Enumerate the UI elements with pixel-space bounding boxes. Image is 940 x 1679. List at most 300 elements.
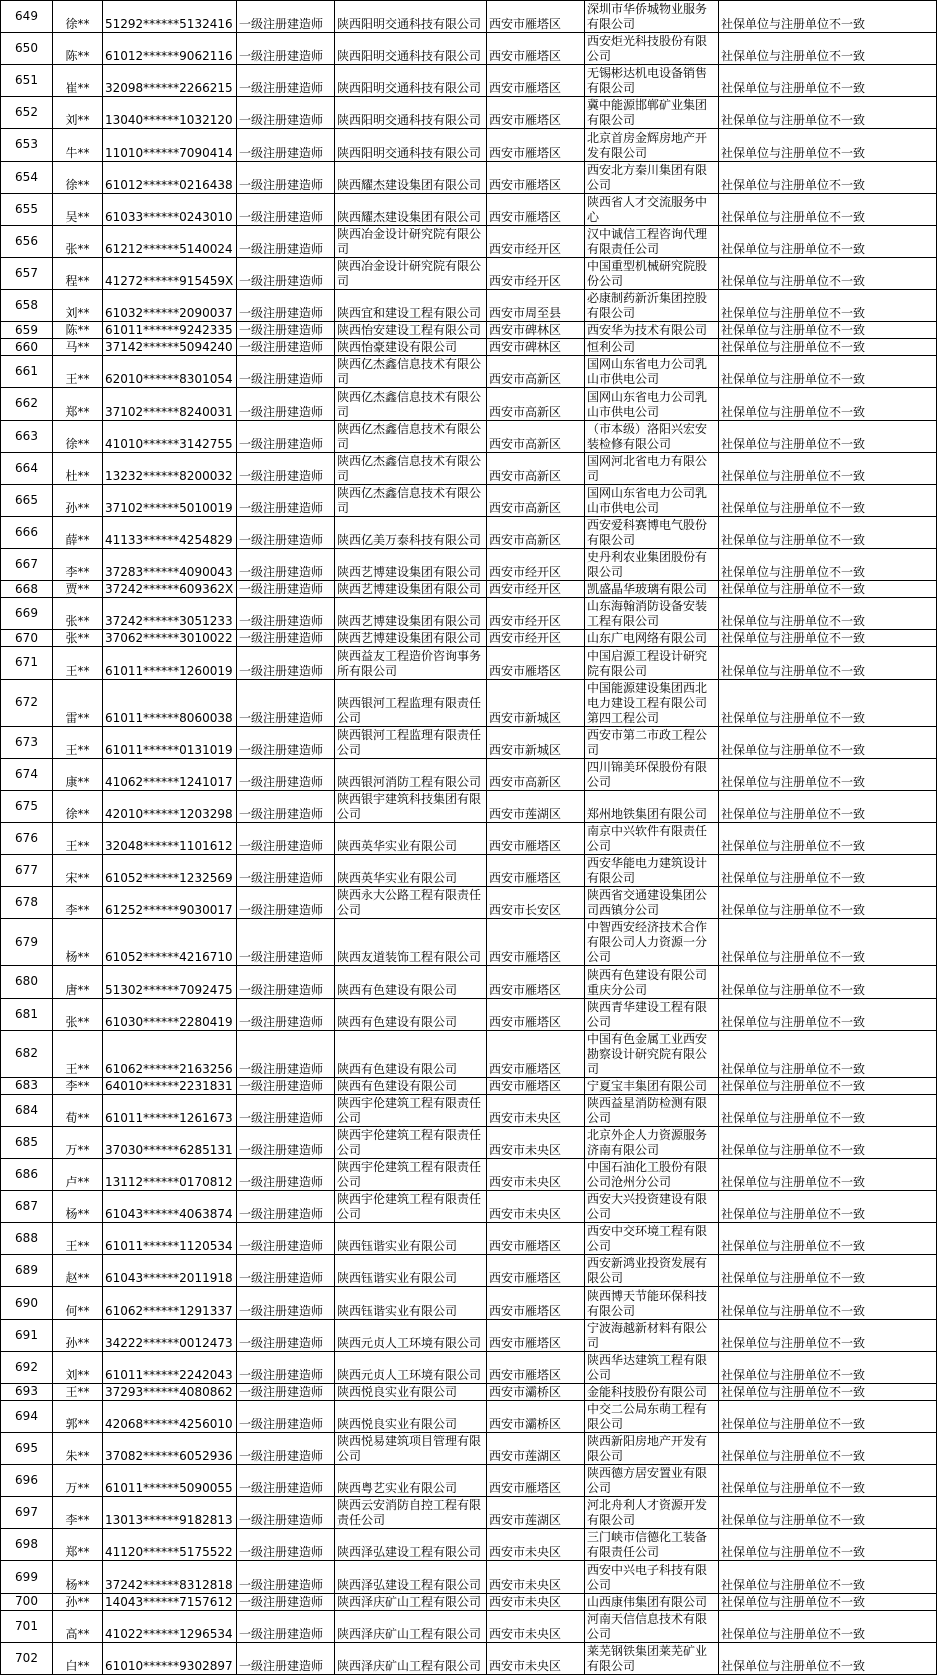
id-number: 61011******5090055	[103, 1465, 237, 1497]
row-number: 679	[1, 919, 53, 966]
table-row	[1, 887, 937, 919]
inconsistency-reason: 社保单位与注册单位不一致	[719, 1433, 937, 1465]
district: 西安市雁塔区	[487, 161, 585, 193]
certificate-type: 一级注册建造师	[237, 97, 335, 129]
table-row	[1, 1642, 937, 1674]
social-insurance-company: 陕西新阳房地产开发有限公司	[585, 1433, 719, 1465]
row-number: 667	[1, 548, 53, 580]
social-insurance-company: 中交二公局东萌工程有限公司	[585, 1400, 719, 1432]
table-row	[1, 679, 937, 726]
inconsistency-reason: 社保单位与注册单位不一致	[719, 161, 937, 193]
certificate-type: 一级注册建造师	[237, 1, 335, 33]
inconsistency-reason: 社保单位与注册单位不一致	[719, 1351, 937, 1383]
id-number: 37030******6285131	[103, 1126, 237, 1158]
registered-company: 陕西宇伦建筑工程有限责任公司	[335, 1191, 487, 1223]
person-name: 何**	[53, 1287, 103, 1319]
id-number: 62010******8301054	[103, 356, 237, 388]
certificate-type: 一级注册建造师	[237, 1561, 335, 1593]
row-number: 664	[1, 452, 53, 484]
person-name: 崔**	[53, 65, 103, 97]
inconsistency-reason: 社保单位与注册单位不一致	[719, 1126, 937, 1158]
registered-company: 陕西宇伦建筑工程有限责任公司	[335, 1159, 487, 1191]
inconsistency-reason: 社保单位与注册单位不一致	[719, 822, 937, 854]
table-row	[1, 1223, 937, 1255]
table-row	[1, 516, 937, 548]
certificate-type: 一级注册建造师	[237, 1223, 335, 1255]
certificate-type: 一级注册建造师	[237, 1497, 335, 1529]
inconsistency-reason: 社保单位与注册单位不一致	[719, 484, 937, 516]
registered-company: 陕西阳明交通科技有限公司	[335, 1, 487, 33]
inconsistency-reason: 社保单位与注册单位不一致	[719, 1287, 937, 1319]
certificate-type: 一级注册建造师	[237, 966, 335, 998]
row-number: 690	[1, 1287, 53, 1319]
social-insurance-company: 中智西安经济技术合作有限公司人力资源一分公司	[585, 919, 719, 966]
registered-company: 陕西泽庆矿山工程有限公司	[335, 1593, 487, 1610]
row-number: 668	[1, 581, 53, 598]
social-insurance-company: 西安华为技术有限公司	[585, 322, 719, 339]
table-row	[1, 919, 937, 966]
certificate-type: 一级注册建造师	[237, 193, 335, 225]
person-name: 李**	[53, 887, 103, 919]
certificate-type: 一级注册建造师	[237, 388, 335, 420]
id-number: 37102******8240031	[103, 388, 237, 420]
certificate-type: 一级注册建造师	[237, 1030, 335, 1077]
certificate-type: 一级注册建造师	[237, 1191, 335, 1223]
table-row	[1, 225, 937, 257]
row-number: 672	[1, 679, 53, 726]
registered-company: 陕西元贞人工环境有限公司	[335, 1351, 487, 1383]
table-row	[1, 726, 937, 758]
person-name: 王**	[53, 1223, 103, 1255]
certificate-type: 一级注册建造师	[237, 1610, 335, 1642]
id-number: 13232******8200032	[103, 452, 237, 484]
inconsistency-reason: 社保单位与注册单位不一致	[719, 1610, 937, 1642]
registered-company: 陕西冶金设计研究院有限公司	[335, 257, 487, 289]
district: 西安市灞桥区	[487, 1400, 585, 1432]
district: 西安市雁塔区	[487, 855, 585, 887]
person-name: 陈**	[53, 33, 103, 65]
row-number: 686	[1, 1159, 53, 1191]
id-number: 61011******1261673	[103, 1094, 237, 1126]
registered-company: 陕西亿美万泰科技有限公司	[335, 516, 487, 548]
social-insurance-company: 无锡彬达机电设备销售有限公司	[585, 65, 719, 97]
row-number: 699	[1, 1561, 53, 1593]
district: 西安市经开区	[487, 630, 585, 647]
district: 西安市莲湖区	[487, 1433, 585, 1465]
certificate-type: 一级注册建造师	[237, 598, 335, 630]
registered-company: 陕西元贞人工环境有限公司	[335, 1319, 487, 1351]
person-name: 刘**	[53, 289, 103, 321]
registered-company: 陕西银河工程监理有限责任公司	[335, 679, 487, 726]
id-number: 61062******1291337	[103, 1287, 237, 1319]
district: 西安市高新区	[487, 388, 585, 420]
certificate-type: 一级注册建造师	[237, 758, 335, 790]
district: 西安市雁塔区	[487, 1319, 585, 1351]
row-number: 687	[1, 1191, 53, 1223]
registered-company: 陕西耀杰建设集团有限公司	[335, 193, 487, 225]
district: 西安市雁塔区	[487, 129, 585, 161]
inconsistency-reason: 社保单位与注册单位不一致	[719, 257, 937, 289]
id-number: 11010******7090414	[103, 129, 237, 161]
social-insurance-company: 恒利公司	[585, 339, 719, 356]
row-number: 671	[1, 647, 53, 679]
district: 西安市未央区	[487, 1561, 585, 1593]
row-number: 677	[1, 855, 53, 887]
table-row	[1, 420, 937, 452]
district: 西安市莲湖区	[487, 790, 585, 822]
row-number: 656	[1, 225, 53, 257]
person-name: 郑**	[53, 1529, 103, 1561]
id-number: 32048******1101612	[103, 822, 237, 854]
inconsistency-reason: 社保单位与注册单位不一致	[719, 33, 937, 65]
registered-company: 陕西银宇建筑科技集团有限公司	[335, 790, 487, 822]
id-number: 13013******9182813	[103, 1497, 237, 1529]
certificate-type: 一级注册建造师	[237, 1077, 335, 1094]
row-number: 685	[1, 1126, 53, 1158]
table-row	[1, 161, 937, 193]
registered-company: 陕西艺博建设集团有限公司	[335, 581, 487, 598]
registered-company: 陕西阳明交通科技有限公司	[335, 97, 487, 129]
person-name: 荀**	[53, 1094, 103, 1126]
district: 西安市雁塔区	[487, 97, 585, 129]
row-number: 698	[1, 1529, 53, 1561]
id-number: 37102******5010019	[103, 484, 237, 516]
district: 西安市雁塔区	[487, 193, 585, 225]
person-name: 张**	[53, 598, 103, 630]
person-name: 卢**	[53, 1159, 103, 1191]
id-number: 51292******5132416	[103, 1, 237, 33]
district: 西安市长安区	[487, 887, 585, 919]
certificate-type: 一级注册建造师	[237, 548, 335, 580]
person-name: 康**	[53, 758, 103, 790]
social-insurance-company: 河南天信信息技术有限公司	[585, 1610, 719, 1642]
social-insurance-company: 陕西青华建设工程有限公司	[585, 998, 719, 1030]
social-insurance-company: 四川锦美环保股份有限公司	[585, 758, 719, 790]
id-number: 61212******5140024	[103, 225, 237, 257]
registered-company: 陕西悦良实业有限公司	[335, 1383, 487, 1400]
social-insurance-company: 西安市第二市政工程公司	[585, 726, 719, 758]
certificate-type: 一级注册建造师	[237, 919, 335, 966]
inconsistency-reason: 社保单位与注册单位不一致	[719, 726, 937, 758]
district: 西安市高新区	[487, 484, 585, 516]
table-row	[1, 65, 937, 97]
district: 西安市雁塔区	[487, 1223, 585, 1255]
inconsistency-reason: 社保单位与注册单位不一致	[719, 193, 937, 225]
id-number: 37062******3010022	[103, 630, 237, 647]
social-insurance-company: 中国重型机械研究院股份公司	[585, 257, 719, 289]
registered-company: 陕西永大公路工程有限责任公司	[335, 887, 487, 919]
district: 西安市高新区	[487, 420, 585, 452]
person-name: 薛**	[53, 516, 103, 548]
certificate-type: 一级注册建造师	[237, 1529, 335, 1561]
id-number: 61030******2280419	[103, 998, 237, 1030]
id-number: 41062******1241017	[103, 758, 237, 790]
registered-company: 陕西悦易建筑项目管理有限公司	[335, 1433, 487, 1465]
person-name: 张**	[53, 225, 103, 257]
social-insurance-company: 史丹利农业集团股份有限公司	[585, 548, 719, 580]
inconsistency-reason: 社保单位与注册单位不一致	[719, 97, 937, 129]
id-number: 41022******1296534	[103, 1610, 237, 1642]
inconsistency-reason: 社保单位与注册单位不一致	[719, 647, 937, 679]
certificate-type: 一级注册建造师	[237, 129, 335, 161]
row-number: 653	[1, 129, 53, 161]
social-insurance-company: （市本级）洛阳兴宏安装检修有限公司	[585, 420, 719, 452]
registered-company: 陕西宇伦建筑工程有限责任公司	[335, 1094, 487, 1126]
district: 西安市经开区	[487, 225, 585, 257]
person-name: 吴**	[53, 193, 103, 225]
row-number: 692	[1, 1351, 53, 1383]
inconsistency-reason: 社保单位与注册单位不一致	[719, 855, 937, 887]
table-row	[1, 1400, 937, 1432]
inconsistency-reason: 社保单位与注册单位不一致	[719, 790, 937, 822]
certificate-type: 一级注册建造师	[237, 1159, 335, 1191]
table-row	[1, 33, 937, 65]
person-name: 刘**	[53, 1351, 103, 1383]
inconsistency-reason: 社保单位与注册单位不一致	[719, 65, 937, 97]
registered-company: 陕西亿杰鑫信息技术有限公司	[335, 484, 487, 516]
row-number: 701	[1, 1610, 53, 1642]
id-number: 61011******1260019	[103, 647, 237, 679]
table-row	[1, 758, 937, 790]
id-number: 41010******3142755	[103, 420, 237, 452]
row-number: 680	[1, 966, 53, 998]
district: 西安市碑林区	[487, 339, 585, 356]
certificate-type: 一级注册建造师	[237, 484, 335, 516]
table-row	[1, 1, 937, 33]
table-row	[1, 1126, 937, 1158]
table-row	[1, 822, 937, 854]
person-name: 王**	[53, 1030, 103, 1077]
social-insurance-company: 汉中诚信工程咨询代理有限责任公司	[585, 225, 719, 257]
social-insurance-company: 陕西省人才交流服务中心	[585, 193, 719, 225]
district: 西安市雁塔区	[487, 919, 585, 966]
id-number: 37242******8312818	[103, 1561, 237, 1593]
inconsistency-reason: 社保单位与注册单位不一致	[719, 1383, 937, 1400]
row-number: 675	[1, 790, 53, 822]
social-insurance-company: 必康制药新沂集团控股有限公司	[585, 289, 719, 321]
table-row	[1, 998, 937, 1030]
district: 西安市经开区	[487, 598, 585, 630]
district: 西安市未央区	[487, 1610, 585, 1642]
table-row	[1, 193, 937, 225]
id-number: 37082******6052936	[103, 1433, 237, 1465]
row-number: 694	[1, 1400, 53, 1432]
certificate-type: 一级注册建造师	[237, 1287, 335, 1319]
certificate-type: 一级注册建造师	[237, 257, 335, 289]
table-row	[1, 97, 937, 129]
inconsistency-reason: 社保单位与注册单位不一致	[719, 887, 937, 919]
person-name: 马**	[53, 339, 103, 356]
social-insurance-company: 陕西省交通建设集团公司西镇分公司	[585, 887, 719, 919]
social-insurance-company: 北京首房金辉房地产开发有限公司	[585, 129, 719, 161]
inconsistency-reason: 社保单位与注册单位不一致	[719, 581, 937, 598]
district: 西安市经开区	[487, 581, 585, 598]
social-insurance-company: 中国启源工程设计研究院有限公司	[585, 647, 719, 679]
social-insurance-company: 陕西华达建筑工程有限公司	[585, 1351, 719, 1383]
person-name: 程**	[53, 257, 103, 289]
district: 西安市雁塔区	[487, 1255, 585, 1287]
row-number: 651	[1, 65, 53, 97]
person-name: 雷**	[53, 679, 103, 726]
registered-company: 陕西有色建设有限公司	[335, 1030, 487, 1077]
table-row	[1, 1610, 937, 1642]
social-insurance-company: 西安北方秦川集团有限公司	[585, 161, 719, 193]
row-number: 700	[1, 1593, 53, 1610]
inconsistency-reason: 社保单位与注册单位不一致	[719, 598, 937, 630]
row-number: 650	[1, 33, 53, 65]
registered-company: 陕西泽庆矿山工程有限公司	[335, 1642, 487, 1674]
person-name: 李**	[53, 1077, 103, 1094]
registered-company: 陕西艺博建设集团有限公司	[335, 548, 487, 580]
inconsistency-reason: 社保单位与注册单位不一致	[719, 548, 937, 580]
social-insurance-company: 国网山东省电力公司乳山市供电公司	[585, 388, 719, 420]
id-number: 64010******2231831	[103, 1077, 237, 1094]
registered-company: 陕西阳明交通科技有限公司	[335, 129, 487, 161]
district: 西安市雁塔区	[487, 33, 585, 65]
row-number: 684	[1, 1094, 53, 1126]
registered-company: 陕西宇伦建筑工程有限责任公司	[335, 1126, 487, 1158]
registered-company: 陕西钰谐实业有限公司	[335, 1287, 487, 1319]
table-row	[1, 598, 937, 630]
inconsistency-reason: 社保单位与注册单位不一致	[719, 1561, 937, 1593]
person-name: 李**	[53, 548, 103, 580]
certificate-type: 一级注册建造师	[237, 322, 335, 339]
person-name: 王**	[53, 647, 103, 679]
table-row	[1, 548, 937, 580]
inconsistency-reason: 社保单位与注册单位不一致	[719, 1159, 937, 1191]
registered-company: 陕西银河消防工程有限公司	[335, 758, 487, 790]
id-number: 37142******5094240	[103, 339, 237, 356]
person-name: 陈**	[53, 322, 103, 339]
district: 西安市雁塔区	[487, 998, 585, 1030]
id-number: 61062******2163256	[103, 1030, 237, 1077]
id-number: 41272******915459X	[103, 257, 237, 289]
id-number: 61012******0216438	[103, 161, 237, 193]
social-insurance-company: 陕西有色建设有限公司重庆分公司	[585, 966, 719, 998]
district: 西安市未央区	[487, 1159, 585, 1191]
inconsistency-reason: 社保单位与注册单位不一致	[719, 1094, 937, 1126]
district: 西安市新城区	[487, 726, 585, 758]
district: 西安市未央区	[487, 1642, 585, 1674]
inconsistency-reason: 社保单位与注册单位不一致	[719, 966, 937, 998]
social-insurance-company: 陕西益星消防检测有限公司	[585, 1094, 719, 1126]
row-number: 666	[1, 516, 53, 548]
table-row	[1, 855, 937, 887]
registered-company: 陕西耀杰建设集团有限公司	[335, 161, 487, 193]
social-insurance-company: 金能科技股份有限公司	[585, 1383, 719, 1400]
registered-company: 陕西英华实业有限公司	[335, 822, 487, 854]
person-name: 徐**	[53, 161, 103, 193]
row-number: 673	[1, 726, 53, 758]
table-row	[1, 1529, 937, 1561]
inconsistency-reason: 社保单位与注册单位不一致	[719, 1497, 937, 1529]
social-insurance-company: 西安炬光科技股份有限公司	[585, 33, 719, 65]
inconsistency-reason: 社保单位与注册单位不一致	[719, 679, 937, 726]
table-row	[1, 388, 937, 420]
person-name: 万**	[53, 1465, 103, 1497]
row-number: 657	[1, 257, 53, 289]
person-name: 徐**	[53, 420, 103, 452]
district: 西安市未央区	[487, 1094, 585, 1126]
social-insurance-company: 三门峡市信德化工装备有限责任公司	[585, 1529, 719, 1561]
certificate-type: 一级注册建造师	[237, 1255, 335, 1287]
social-insurance-company: 南京中兴软件有限责任公司	[585, 822, 719, 854]
row-number: 697	[1, 1497, 53, 1529]
social-insurance-company: 西安大兴投资建设有限公司	[585, 1191, 719, 1223]
id-number: 61012******9062116	[103, 33, 237, 65]
person-name: 赵**	[53, 1255, 103, 1287]
social-insurance-company: 西安中交环境工程有限公司	[585, 1223, 719, 1255]
registered-company: 陕西有色建设有限公司	[335, 966, 487, 998]
district: 西安市未央区	[487, 1126, 585, 1158]
row-number: 662	[1, 388, 53, 420]
inconsistency-reason: 社保单位与注册单位不一致	[719, 339, 937, 356]
person-name: 徐**	[53, 1, 103, 33]
row-number: 688	[1, 1223, 53, 1255]
district: 西安市未央区	[487, 1593, 585, 1610]
district: 西安市莲湖区	[487, 1497, 585, 1529]
person-name: 徐**	[53, 790, 103, 822]
id-number: 37293******4080862	[103, 1383, 237, 1400]
table-row	[1, 966, 937, 998]
inconsistency-reason: 社保单位与注册单位不一致	[719, 919, 937, 966]
social-insurance-company: 中国有色金属工业西安勘察设计研究院有限公司	[585, 1030, 719, 1077]
registered-company: 陕西益友工程造价咨询事务所有限公司	[335, 647, 487, 679]
certificate-type: 一级注册建造师	[237, 647, 335, 679]
id-number: 14043******7157612	[103, 1593, 237, 1610]
person-name: 张**	[53, 630, 103, 647]
inconsistency-reason: 社保单位与注册单位不一致	[719, 129, 937, 161]
district: 西安市雁塔区	[487, 1465, 585, 1497]
certificate-type: 一级注册建造师	[237, 225, 335, 257]
social-insurance-company: 河北舟利人才资源开发有限公司	[585, 1497, 719, 1529]
district: 西安市新城区	[487, 679, 585, 726]
person-name: 杨**	[53, 1561, 103, 1593]
social-insurance-company: 国网山东省电力公司乳山市供电公司	[585, 484, 719, 516]
certificate-type: 一级注册建造师	[237, 1400, 335, 1432]
social-insurance-company: 冀中能源邯郸矿业集团有限公司	[585, 97, 719, 129]
certificate-type: 一级注册建造师	[237, 822, 335, 854]
table-body	[1, 1, 937, 1675]
social-insurance-company: 深圳市华侨城物业服务有限公司	[585, 1, 719, 33]
registered-company: 陕西亿杰鑫信息技术有限公司	[335, 452, 487, 484]
person-name: 贾**	[53, 581, 103, 598]
certificate-type: 一级注册建造师	[237, 339, 335, 356]
id-number: 61052******1232569	[103, 855, 237, 887]
certificate-type: 一级注册建造师	[237, 1351, 335, 1383]
table-row	[1, 1191, 937, 1223]
person-name: 郑**	[53, 388, 103, 420]
inconsistency-reason: 社保单位与注册单位不一致	[719, 420, 937, 452]
row-number: 683	[1, 1077, 53, 1094]
certificate-type: 一级注册建造师	[237, 679, 335, 726]
table-row	[1, 581, 937, 598]
table-row	[1, 452, 937, 484]
id-number: 61011******2242043	[103, 1351, 237, 1383]
registered-company: 陕西亿杰鑫信息技术有限公司	[335, 420, 487, 452]
inconsistency-reason: 社保单位与注册单位不一致	[719, 1223, 937, 1255]
inconsistency-reason: 社保单位与注册单位不一致	[719, 1642, 937, 1674]
id-number: 61052******4216710	[103, 919, 237, 966]
id-number: 32098******2266215	[103, 65, 237, 97]
certificate-type: 一级注册建造师	[237, 998, 335, 1030]
person-name: 王**	[53, 726, 103, 758]
certificate-type: 一级注册建造师	[237, 726, 335, 758]
certificate-type: 一级注册建造师	[237, 1094, 335, 1126]
inconsistency-reason: 社保单位与注册单位不一致	[719, 452, 937, 484]
row-number: 661	[1, 356, 53, 388]
registered-company: 陕西阳明交通科技有限公司	[335, 33, 487, 65]
